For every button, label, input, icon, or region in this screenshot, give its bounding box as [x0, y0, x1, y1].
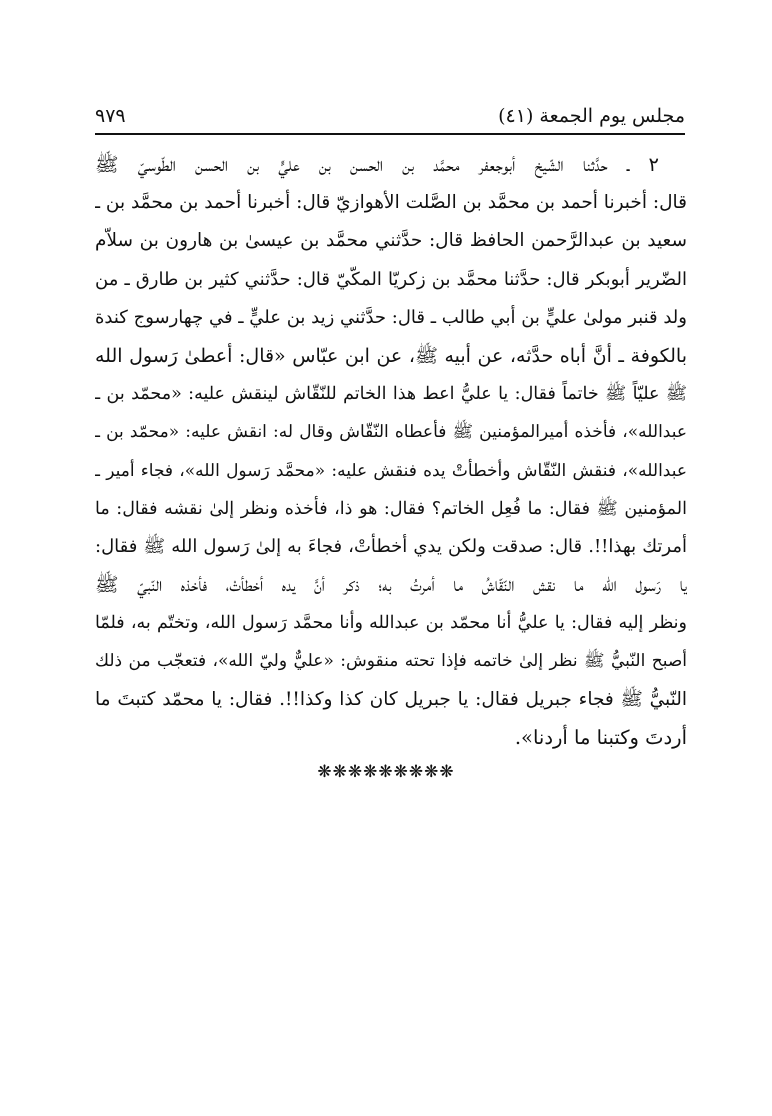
text-line: أصبح النّبيُّ ﷺ نظر إلىٰ خاتمه فإذا تحته منقوش: «عليٌّ وليّ الله»، فتعجّب من ذلك	[95, 651, 687, 672]
text-line: أمرتك بهذا!!. قال: صدقت ولكن يدي أخطأتْ، فجاءَ به إلىٰ رَسول الله ﷺ فقال:	[95, 535, 687, 557]
text-line: قال: أخبرنا أحمد بن محمَّد بن الصَّلت الأهوازيّ قال: أخبرنا أحمد بن محمَّد بن ـ	[95, 192, 687, 214]
text-line: يا رَسول الله ما نقش النّقّاشُ ما أمرتُ به؛ ذكر أنَّ يده أخطأتْ، فأخذه النّبيّ ﷺ	[95, 573, 687, 597]
text-line: عبدالله»، فأخذه أميرالمؤمنين ﷺ فأعطاه النّقّاش وقال له: انقش عليه: «محمّد بن ـ	[95, 422, 687, 443]
text-line: ﷺ عليّاً ﷺ خاتماً فقال: يا عليُّ اعط هذا الخاتم للنّقّاش لينقش عليه: «محمّد بن ـ	[95, 384, 687, 405]
running-title: مجلس يوم الجمعة (٤١)	[498, 105, 685, 127]
text-line: ونظر إليه فقال: يا عليُّ أنا محمّد بن عبدالله وأنا محمَّد رَسول الله، وتختّم به، فلمّا	[95, 613, 687, 634]
text-line: أردتَ وكتبنا ما أردنا».	[514, 725, 687, 749]
text-line: النّبيُّ ﷺ فجاء جبريل فقال: يا جبريل كان كذا وكذا!!. فقال: يا محمّد كتبتَ ما	[95, 688, 687, 710]
hadith-text	[95, 146, 687, 757]
text-line: ٢ ـ حدَّثنا الشّيخ أبوجعفر محمَّد بن الحسن بن عليٍّ بن الحسن الطّوسيّ ﷺ	[95, 153, 659, 176]
text-line: ولد قنبر مولىٰ عليٍّ بن أبي طالب ـ قال: حدَّثني زيد بن عليٍّ ـ في چهارسوج كندة	[95, 306, 687, 328]
text-line: سعيد بن عبدالرَّحمن الحافظ قال: حدَّثني محمَّد بن عيسىٰ بن هارون بن سلاّم	[95, 230, 687, 252]
text-line: بالكوفة ـ أنَّ أباه حدَّثه، عن أبيه ﷺ، عن ابن عبّاس «قال: أعطىٰ رَسول الله	[95, 344, 687, 367]
header-divider	[95, 133, 685, 135]
text-line: المؤمنين ﷺ فقال: ما فُعِل الخاتم؟ فقال: هو ذا، فأخذه ونظر إلىٰ نقشه فقال: ما	[95, 498, 687, 519]
section-separator: ❋❋❋❋❋❋❋❋❋	[317, 762, 455, 782]
text-line: الضّرير أبوبكر قال: حدَّثنا محمَّد بن زكريّا المكّيّ قال: حدَّثني كثير بن طارق ـ من	[95, 268, 687, 290]
text-line: عبدالله»، فنقش النّقّاش وأخطأتْ يده فنقش عليه: «محمَّد رَسول الله»، فجاء أمير ـ	[95, 460, 687, 481]
page-number: ٩٧٩	[95, 105, 126, 127]
page-header	[95, 96, 685, 128]
